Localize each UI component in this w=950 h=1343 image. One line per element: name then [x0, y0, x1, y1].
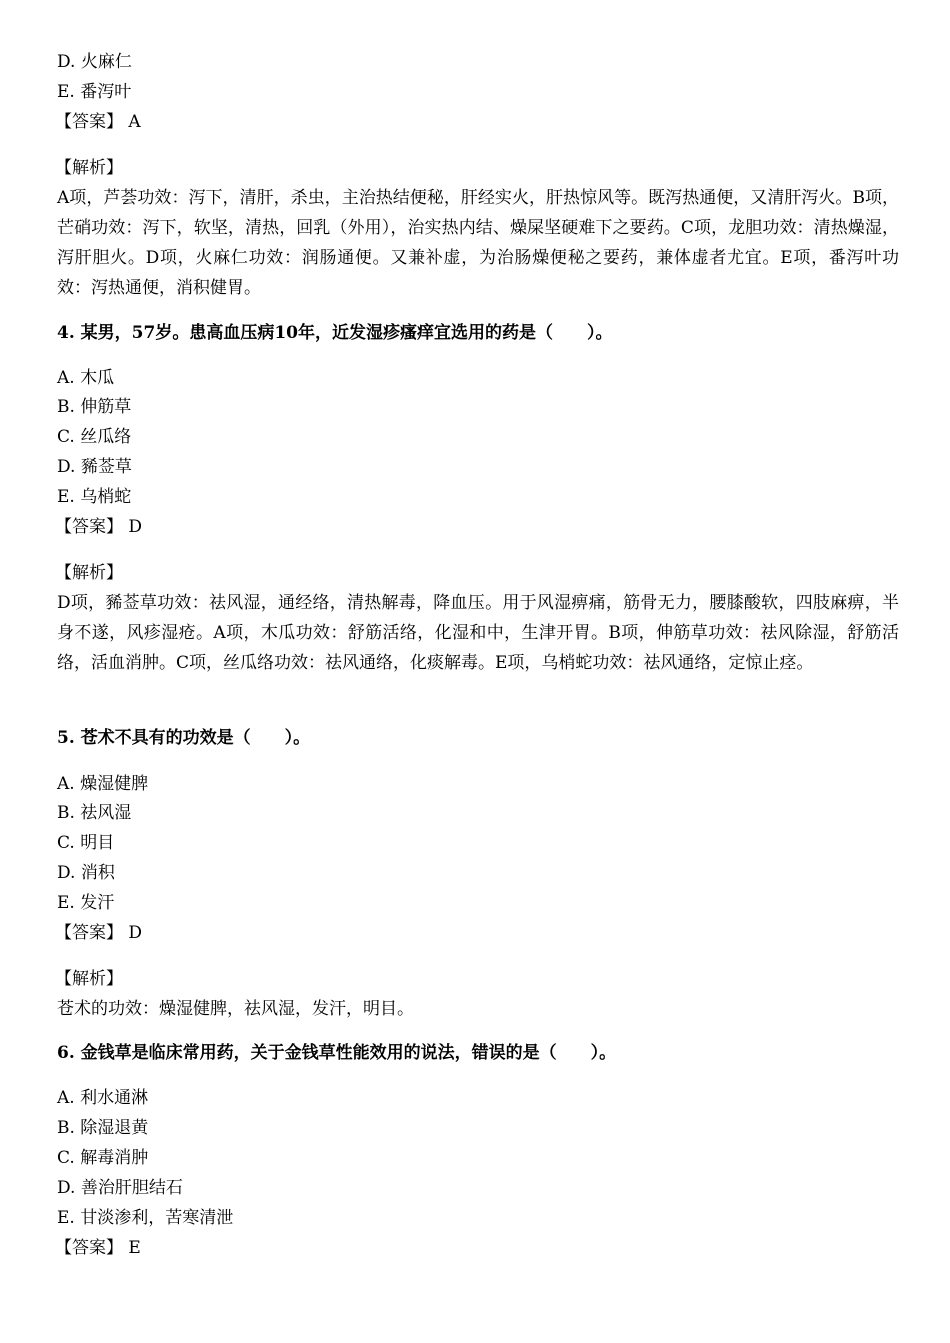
q5-option-a: A. 燥湿健脾 [57, 774, 149, 794]
q5-analysis-label: 【解析】 [55, 969, 123, 989]
q5-analysis: 苍术的功效：燥湿健脾，祛风湿，发汗，明目。 [57, 999, 414, 1019]
q5-question: 5. 苍术不具有的功效是（ ）。 [57, 728, 311, 748]
q5-option-d: D. 消积 [57, 863, 115, 883]
q6-option-a: A. 利水通淋 [57, 1088, 149, 1108]
q4-option-a: A. 木瓜 [57, 368, 115, 388]
q4-option-d: D. 豨莶草 [57, 457, 132, 477]
q4-analysis: D项，豨莶草功效：祛风湿，通经络，清热解毒，降血压。用于风湿痹痛，筋骨无力，腰膝酸软，四肢麻痹，半身不遂，风疹湿疮。A项，木瓜功效：舒筋活络，化湿和中，生津开胃。B项，伸筋草功效：祛风除湿，舒筋活络，活血消肿。C项，丝瓜络功效：祛风通络，化痰解毒。E项，乌梢蛇功效：祛风通络，定惊止痉。 [57, 593, 899, 673]
q6-answer: 【答案】 E [55, 1238, 141, 1258]
q6-question: 6. 金钱草是临床常用药，关于金钱草性能效用的说法，错误的是（ ）。 [57, 1043, 617, 1063]
q4-option-c: C. 丝瓜络 [57, 427, 132, 447]
q3-option-e: E. 番泻叶 [57, 82, 132, 102]
q3-analysis: A项，芦荟功效：泻下，清肝，杀虫，主治热结便秘，肝经实火，肝热惊风等。既泻热通便，又清肝泻火。B项，芒硝功效：泻下，软坚，清热，回乳（外用），治实热内结、燥屎坚硬难下之要药。C项，龙胆功效：清热燥湿，泻肝胆火。D项，火麻仁功效：润肠通便。又兼补虚，为治肠燥便秘之要药，兼体虚者尤宜。E项，番泻叶功效：泻热通便，消积健胃。 [57, 188, 899, 298]
q6-option-e: E. 甘淡渗利，苦寒清泄 [57, 1208, 234, 1228]
q5-answer: 【答案】 D [55, 923, 143, 943]
q5-option-e: E. 发汗 [57, 893, 115, 913]
q4-option-b: B. 伸筋草 [57, 397, 132, 417]
q3-answer: 【答案】 A [55, 112, 141, 132]
q5-option-b: B. 祛风湿 [57, 803, 132, 823]
q4-option-e: E. 乌梢蛇 [57, 487, 132, 507]
q6-option-b: B. 除湿退黄 [57, 1118, 149, 1138]
q4-question: 4. 某男，57岁。患高血压病10年，近发湿疹瘙痒宜选用的药是（ ）。 [57, 323, 613, 343]
q6-option-d: D. 善治肝胆结石 [57, 1178, 183, 1198]
q3-analysis-label: 【解析】 [55, 158, 123, 178]
q4-analysis-label: 【解析】 [55, 563, 123, 583]
q4-answer: 【答案】 D [55, 517, 143, 537]
q3-option-d: D. 火麻仁 [57, 52, 132, 72]
q6-option-c: C. 解毒消肿 [57, 1148, 149, 1168]
q5-option-c: C. 明目 [57, 833, 115, 853]
